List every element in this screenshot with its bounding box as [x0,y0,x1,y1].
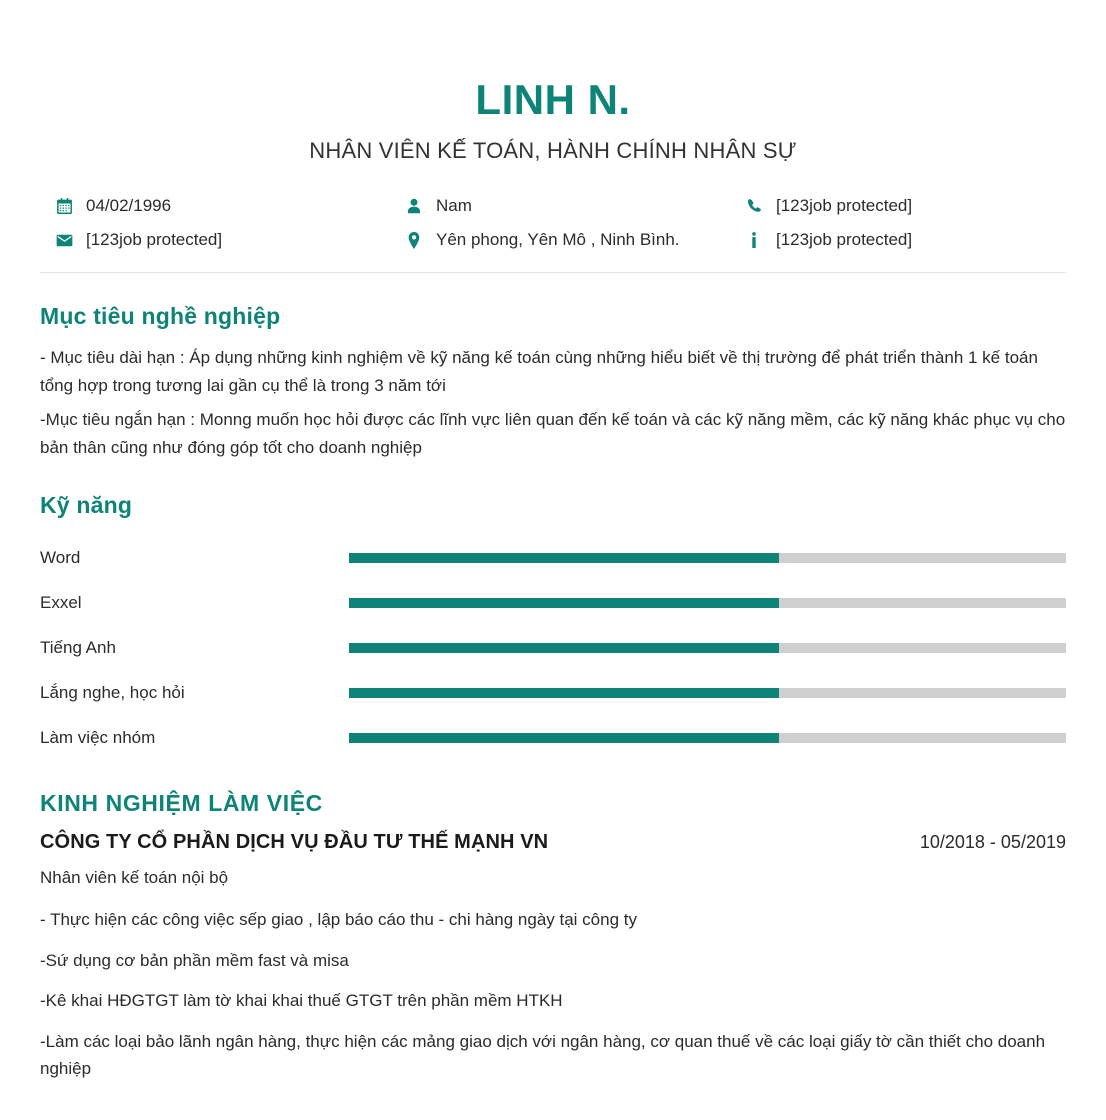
contact-item-gender [404,196,744,216]
envelope-icon [54,230,74,250]
contact-value: Nam [436,196,472,216]
experience-role: Nhân viên kế toán nội bộ [40,868,229,888]
skill-label: Làm việc nhóm [40,727,156,747]
experience-bullet: -Sứ dụng cơ bản phần mềm fast và misa [40,950,349,970]
contact-item-birthdate [54,196,404,216]
contact-value: Yên phong, Yên Mô , Ninh Bình. [436,230,680,250]
section-title-objective: Mục tiêu nghề nghiệp [40,303,281,330]
skill-progress-track [349,688,1066,698]
skills-list [40,535,1066,760]
skill-progress-fill [349,643,779,653]
experience-entry [40,831,1066,1083]
skill-progress-track [349,553,1066,563]
experience-bullet: - Thực hiện các công việc sếp giao , lập báo cáo thu - chi hàng ngày tại công ty [40,910,637,930]
phone-icon [744,196,764,216]
skill-progress-track [349,733,1066,743]
experience-bullet: -Kê khai HĐGTGT làm tờ khai khai thuế GTGT trên phần mềm HTKH [40,991,563,1011]
contact-info [40,196,1066,250]
experience-company: CÔNG TY CỔ PHẦN DỊCH VỤ ĐẦU TƯ THẾ MẠNH VN [40,831,549,854]
skill-row [40,580,1066,625]
skill-progress-track [349,643,1066,653]
skill-progress-fill [349,733,779,743]
location-pin-icon [404,230,424,250]
candidate-job-title: NHÂN VIÊN KẾ TOÁN, HÀNH CHÍNH NHÂN SỰ [309,138,797,164]
objective-paragraph-short-term: -Mục tiêu ngắn hạn : Monng muốn học hỏi được các lĩnh vực liên quan đến kế toán và các kỹ năng mềm, các kỹ năng khác phục vụ cho bản thân cũng như đóng góp tốt cho doanh nghiệp [40,410,1066,458]
contact-value: [123job protected] [776,230,913,250]
contact-value: 04/02/1996 [86,196,172,216]
experience-bullet-list [40,906,1066,1083]
candidate-name: LINH N. [475,76,631,123]
skill-progress-fill [349,553,779,563]
section-title-experience: KINH NGHIỆM LÀM VIỆC [40,790,323,817]
experience-entry-header [40,831,1066,854]
skill-row [40,535,1066,580]
skill-row [40,715,1066,760]
skill-label: Lắng nghe, học hỏi [40,682,185,702]
contact-value: [123job protected] [86,230,223,250]
resume-header [40,0,1066,164]
section-work-experience [40,790,1066,1083]
info-icon [744,230,764,250]
contact-value: [123job protected] [776,196,913,216]
section-title-skills: Kỹ năng [40,492,133,519]
skill-label: Word [40,547,81,567]
contact-item-phone [744,196,1052,216]
experience-bullet: -Làm các loại bảo lãnh ngân hàng, thực hiện các mảng giao dịch với ngân hàng, cơ quan thuế về các loại giấy tờ cần thiết cho doanh nghiệp [40,1031,1046,1079]
contact-item-email [54,230,404,250]
contact-item-info [744,230,1052,250]
skill-label: Tiếng Anh [40,637,116,657]
contact-item-address [404,230,744,250]
user-icon [404,196,424,216]
skill-label: Exxel [40,592,82,612]
calendar-icon [54,196,74,216]
skill-row [40,625,1066,670]
experience-date-range: 10/2018 - 05/2019 [919,832,1066,853]
section-skills [40,492,1066,760]
header-divider [40,272,1066,273]
objective-paragraph-long-term: - Mục tiêu dài hạn : Áp dụng những kinh nghiệm về kỹ năng kế toán cùng những hiểu biết về thị trường để phát triển thành 1 kế toán tổng hợp trong tương lai gần cụ thể là trong 3 năm tới [40,348,1038,396]
skill-progress-fill [349,598,779,608]
skill-progress-fill [349,688,779,698]
section-career-objective [40,303,1066,462]
skill-row [40,670,1066,715]
skill-progress-track [349,598,1066,608]
